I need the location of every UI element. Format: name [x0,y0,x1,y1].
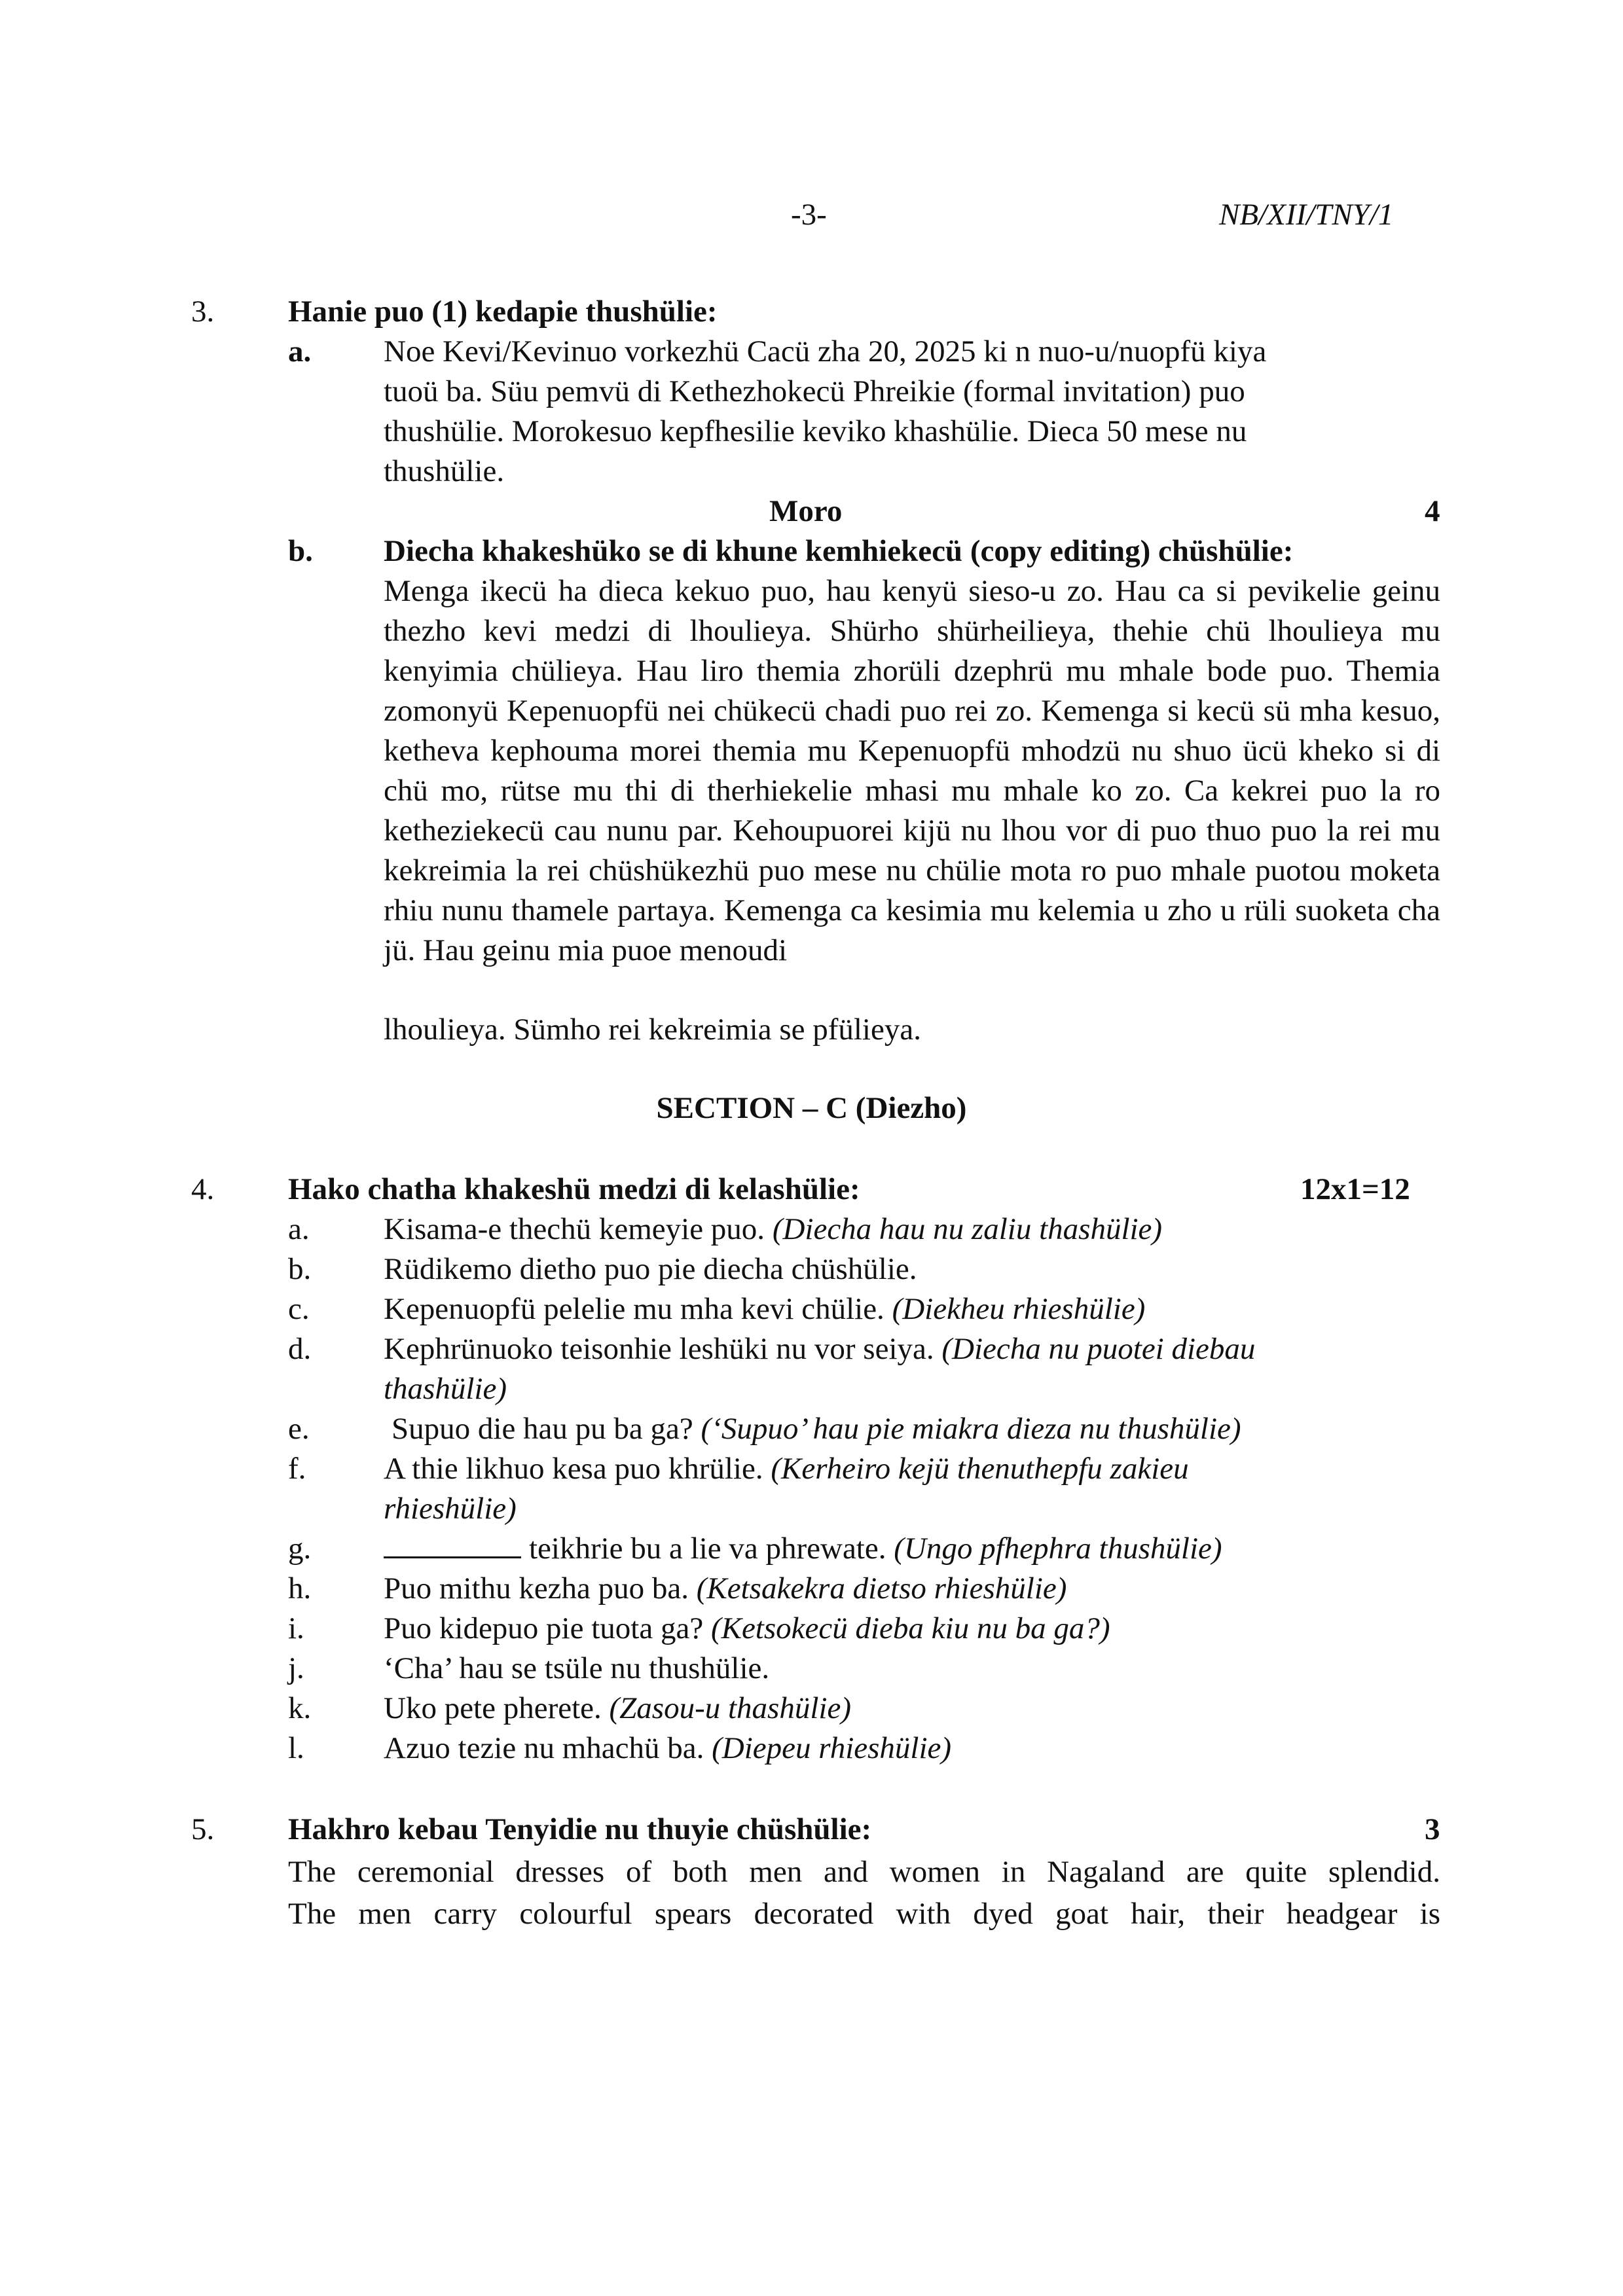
question-3b-passage: Menga ikecü ha dieca kekuo puo, hau kenyü sieso-u zo. Hau ca si pevikelie geinu thezho kevi medzi di lhoulieya. Shürho shürheilieya, thehie chü lhoulieya mu kenyimia chülieya. Hau liro themia zhorüli dzephrü mu mhale bode puo. Themia zomonyü Kepenuopfü nei chükecü chadi puo rei zo. Kemenga si kecü sü mha kesuo, ketheva kephouma morei themia mu Kepenuopfü mhodzü nu shuo ücü kheko si di chü mo, rütse mu thi di therhiekelie mhasi mu mhale ko zo. Ca kekrei puo la ro ketheziekecü cau nunu par. Kehoupuorei kijü nu lhou vor di puo thuo puo la rei mu kekreimia la rei chüshükezhü puo mese nu chülie mota ro puo mhale puotou moketa rhiu nunu thamele partaya. Kemenga ca kesimia mu kelemia u zho u rüli suoketa cha jü. Hau geinu mia puoe menoudi [384,574,1440,967]
question-4-item-hint-continued: rhieshülie) [384,1492,517,1526]
question-3-title: Hanie puo (1) kedapie thushülie: [288,295,718,329]
question-3a-label: a. [288,334,312,368]
question-4-item [384,1569,1067,1609]
question-4-item-text: Puo mithu kezha puo ba. [384,1571,689,1605]
question-4-title: Hako chatha khakeshü medzi di kelashülie: [288,1172,860,1206]
question-3b-passage-end: lhoulieya. Sümho rei kekreimia se pfülieya. [384,1013,921,1047]
question-4-item-text: Kepenuopfü pelelie mu mha kevi chülie. [384,1292,884,1326]
question-4-item [384,1649,769,1689]
question-4-item-text: Uko pete pherete. [384,1691,602,1725]
question-4-item-hint: (Ketsokecü dieba kiu nu ba ga?) [710,1611,1110,1645]
question-4-item-label: f. [288,1452,306,1486]
question-3a-line: tuoü ba. Süu pemvü di Kethezhokecü Phreikie (formal invitation) puo [384,374,1245,408]
question-4-item-text: Kisama-e thechü kemeyie puo. [384,1212,765,1246]
question-4-item [384,1329,1255,1369]
question-4-item-hint: (Ungo pfhephra thushülie) [894,1532,1222,1566]
question-4-item-label: i. [288,1611,304,1645]
question-3a-line: thushülie. [384,454,505,488]
moro-label: Moro [769,494,843,528]
paper-code: NB/XII/TNY/1 [1219,198,1394,232]
question-4-number: 4. [191,1172,215,1206]
question-4-item-hint: (Diecha nu puotei diebau [941,1332,1256,1366]
question-4-marks: 12x1=12 [1300,1172,1410,1206]
question-3a-line: thushülie. Morokesuo kepfhesilie keviko khashülie. Dieca 50 mese nu [384,414,1247,448]
question-4-item [384,1729,951,1768]
question-3-number: 3. [191,295,215,329]
question-4-item [384,1289,1145,1329]
question-4-item-hint: (Diecha hau nu zaliu thashülie) [772,1212,1163,1246]
question-4-item-label: e. [288,1412,310,1446]
question-5-title: Hakhro kebau Tenyidie nu thuyie chüshülie: [288,1812,872,1846]
question-4-item-text: Azuo tezie nu mhachü ba. [384,1731,704,1765]
question-4-item-label: k. [288,1691,312,1725]
question-4-item-hint: (Kerheiro kejü thenuthepfu zakieu [771,1452,1189,1486]
question-4-item-label: j. [288,1651,304,1685]
question-4-item-text: Kephrünuoko teisonhie leshüki nu vor seiya. [384,1332,934,1366]
question-5-number: 5. [191,1812,215,1846]
question-5-text-line: The ceremonial dresses of both men and women in Nagaland are quite splendid. [288,1855,1440,1889]
question-4-item-label: a. [288,1212,310,1246]
question-4-item [384,1249,917,1289]
question-4-item-text: Supuo die hau pu ba ga? [392,1412,693,1446]
question-4-item-text: teikhrie bu a lie va phrewate. [529,1532,886,1566]
question-4-item-hint: (Ketsakekra dietso rhieshülie) [696,1571,1067,1605]
question-4-item-hint: (Diekheu rhieshülie) [892,1292,1146,1326]
question-3a-marks: 4 [1425,494,1440,528]
fill-in-blank [384,1530,521,1558]
question-4-item-label: d. [288,1332,312,1366]
question-3b-label: b. [288,534,313,568]
page-number: -3- [791,198,827,232]
question-4-item-hint: (‘Supuo’ hau pie miakra dieza nu thushülie) [701,1412,1241,1446]
question-4-item-label: h. [288,1571,312,1605]
question-4-item [384,1609,1110,1649]
question-3b-title: Diecha khakeshüko se di khune kemhiekecü (copy editing) chüshülie: [384,534,1294,568]
question-4-item-hint: (Diepeu rhieshülie) [712,1731,952,1765]
question-4-item-text: Rüdikemo dietho puo pie diecha chüshülie. [384,1252,917,1286]
question-4-item [384,1689,851,1729]
question-4-item [384,1449,1189,1489]
question-4-item-text: A thie likhuo kesa puo khrülie. [384,1452,763,1486]
question-4-item-hint: (Zasou-u thashülie) [609,1691,851,1725]
question-4-item [384,1529,1222,1569]
question-4-item-text: ‘Cha’ hau se tsüle nu thushülie. [384,1651,770,1685]
question-4-item-label: b. [288,1252,312,1286]
question-4-item [384,1210,1162,1249]
section-c-heading: SECTION – C (Diezho) [656,1091,967,1125]
question-4-item-label: g. [288,1532,312,1566]
question-5-marks: 3 [1425,1812,1440,1846]
question-4-item [392,1409,1241,1449]
question-4-item-label: l. [288,1731,304,1765]
question-5-text-line: The men carry colourful spears decorated with dyed goat hair, their headgear is [288,1897,1440,1931]
question-4-item-text: Puo kidepuo pie tuota ga? [384,1611,704,1645]
question-4-item-label: c. [288,1292,310,1326]
question-4-item-hint-continued: thashülie) [384,1372,507,1406]
question-3a-line: Noe Kevi/Kevinuo vorkezhü Cacü zha 20, 2025 ki n nuo-u/nuopfü kiya [384,334,1267,368]
